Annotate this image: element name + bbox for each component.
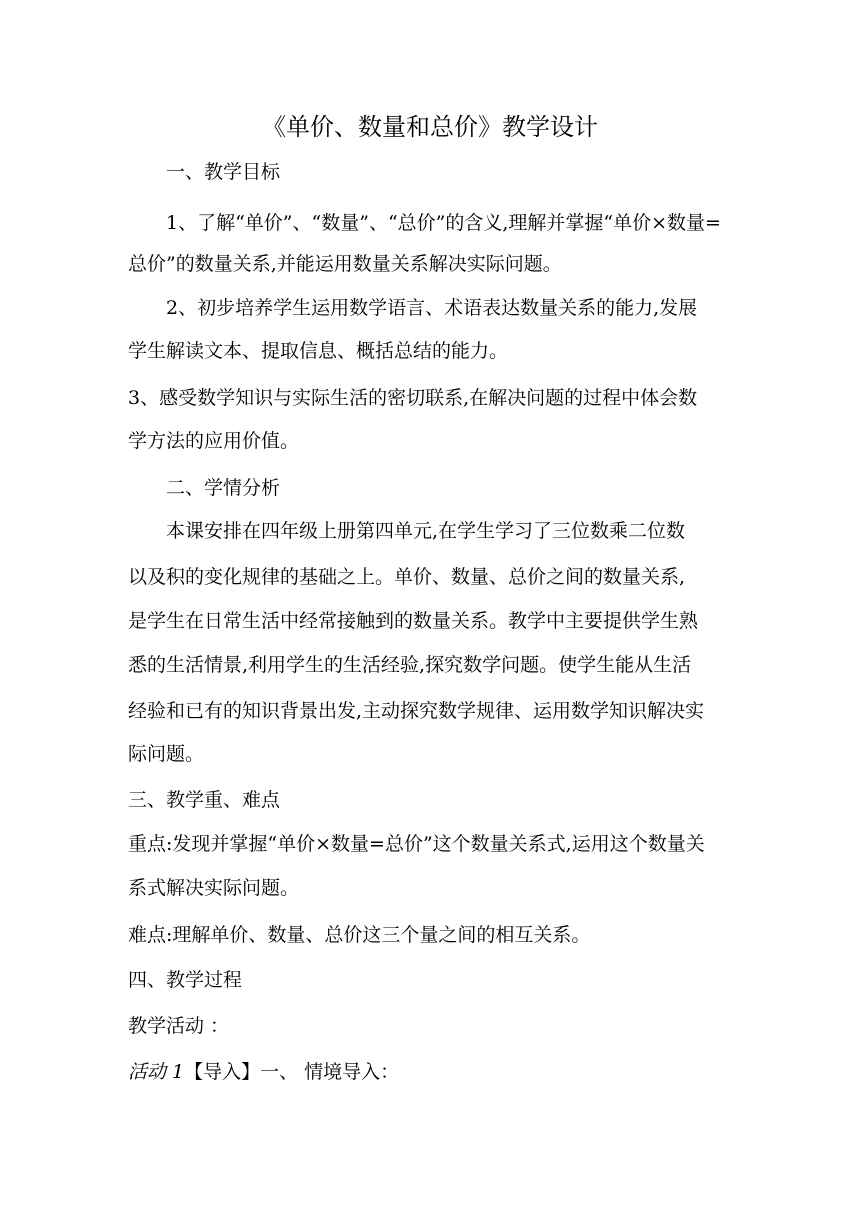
paragraph-line: 难点:理解单价、数量、总价这三个量之间的相互关系。 — [128, 924, 591, 946]
activity-line — [128, 1058, 399, 1086]
activity-number: 活动 1 — [128, 1061, 185, 1083]
paragraph-line: 本课安排在四年级上册第四单元,在学生学习了三位数乘二位数 — [166, 520, 686, 542]
heading-teaching-objectives: 一、教学目标 — [166, 161, 281, 183]
paragraph-line: 学方法的应用价值。 — [128, 430, 300, 452]
document-title: 《单价、数量和总价》教学设计 — [262, 113, 598, 141]
teaching-activities-label: 教学活动 ： — [128, 1015, 230, 1037]
paragraph-line: 总价”的数量关系,并能运用数量关系解决实际问题。 — [128, 253, 562, 275]
paragraph-line: 际问题。 — [128, 743, 205, 765]
activity-text: 【导入】一、 情境导入： — [184, 1061, 400, 1083]
paragraph-line: 3、感受数学知识与实际生活的密切联系,在解决问题的过程中体会数 — [128, 387, 698, 409]
paragraph-line: 经验和已有的知识背景出发,主动探究数学规律、运用数学知识解决实 — [128, 700, 705, 722]
paragraph-line: 是学生在日常生活中经常接触到的数量关系。教学中主要提供学生熟 — [128, 610, 699, 632]
paragraph-line: 悉的生活情景,利用学生的生活经验,探究数学问题。使学生能从生活 — [128, 654, 692, 676]
paragraph-line: 系式解决实际问题。 — [128, 877, 300, 899]
heading-teaching-process: 四、教学过程 — [128, 969, 243, 991]
paragraph-line: 重点:发现并掌握“单价×数量=总价”这个数量关系式,运用这个数量关 — [128, 833, 705, 855]
heading-learner-analysis: 二、学情分析 — [166, 477, 281, 499]
paragraph-line: 以及积的变化规律的基础之上。单价、数量、总价之间的数量关系, — [128, 566, 686, 588]
paragraph-line: 学生解读文本、提取信息、概括总结的能力。 — [128, 340, 509, 362]
paragraph-line: 2、初步培养学生运用数学语言、术语表达数量关系的能力,发展 — [166, 297, 698, 319]
paragraph-line: 1、了解“单价”、“数量”、“总价”的含义,理解并掌握“单价×数量= — [166, 212, 721, 234]
heading-key-points: 三、教学重、难点 — [128, 789, 281, 811]
